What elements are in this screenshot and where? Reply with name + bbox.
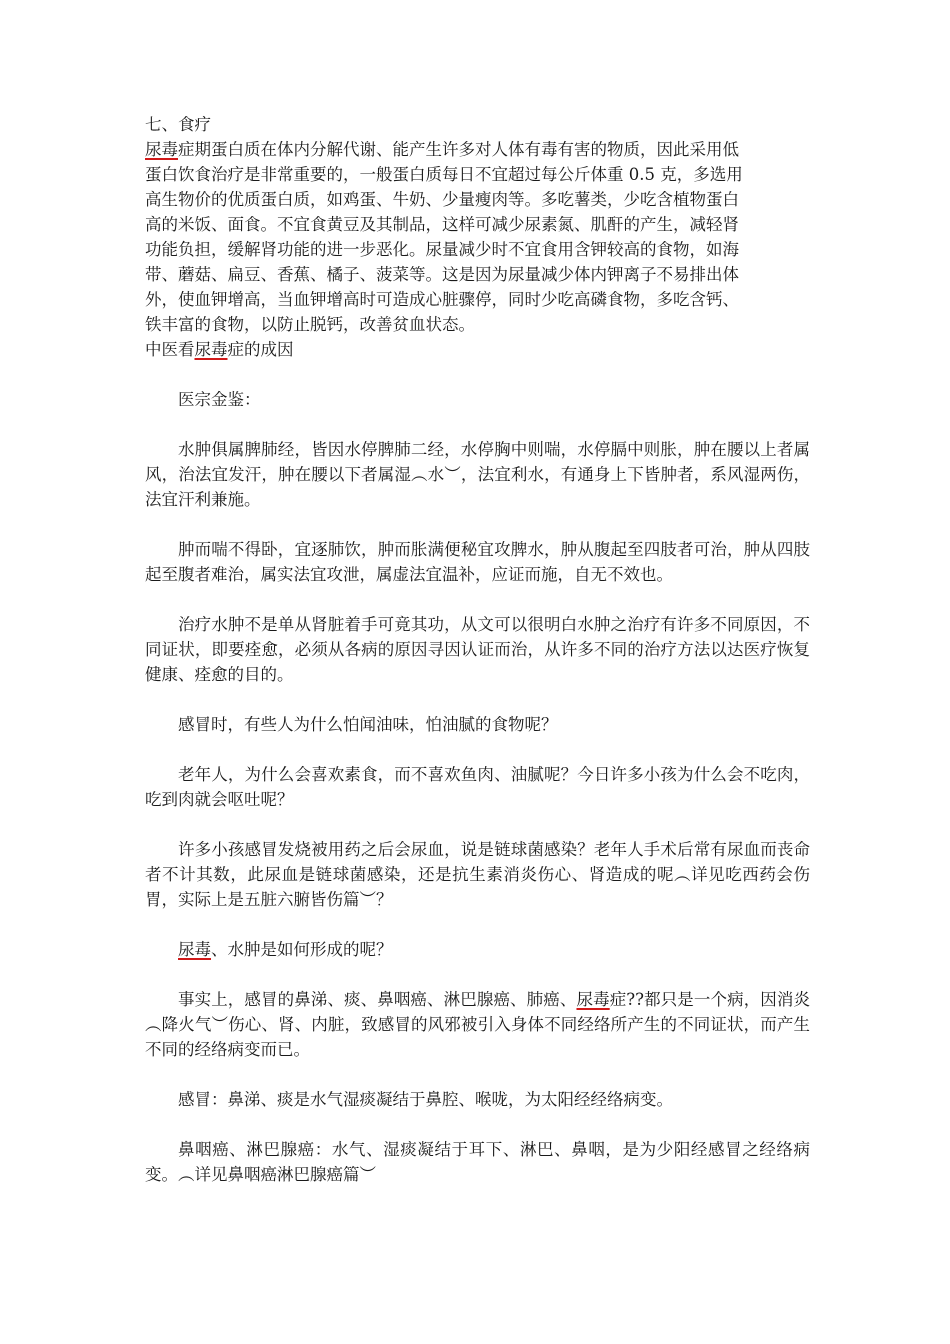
paragraph-8 — [145, 987, 810, 1062]
paragraph-7 — [145, 937, 810, 962]
spellcheck-term[interactable]: 尿毒 — [145, 140, 178, 159]
paragraph-5: 老年人，为什么会喜欢素食，而不喜欢鱼肉、油腻呢？今日许多小孩为什么会不吃肉，吃到肉就会呕吐呢？ — [145, 765, 810, 809]
spacer — [145, 1112, 810, 1137]
spellcheck-term[interactable]: 尿毒 — [576, 990, 610, 1009]
paragraph-3: 治疗水肿不是单从肾脏着手可竟其功，从文可以很明白水肿之治疗有许多不同原因，不同证状，即要痊愈，必须从各病的原因寻因认证而治，从许多不同的治疗方法以达医疗恢复健康、痊愈的目的。 — [145, 615, 810, 684]
diet-line-1 — [145, 137, 810, 162]
spacer — [145, 512, 810, 537]
spacer — [145, 1062, 810, 1087]
tcm-heading — [145, 337, 810, 362]
spacer — [145, 687, 810, 712]
paragraph-6: 许多小孩感冒发烧被用药之后会尿血，说是链球菌感染？老年人手术后常有尿血而丧命者不计其数，此尿血是链球菌感染，还是抗生素消炎伤心、肾造成的呢︵详见吃西药会伤胃，实际上是五脏六腑皆伤篇︶？ — [145, 840, 810, 909]
paragraph-7-text: 、水肿是如何形成的呢？ — [211, 940, 393, 959]
paragraph-1: 水肿俱属脾肺经，皆因水停脾肺二经，水停胸中则喘，水停膈中则胀，肿在腰以上者属风，治法宜发汗，肿在腰以下者属湿︵水︶，法宜利水，有通身上下皆肿者，系风湿两伤，法宜汗利兼施。 — [145, 440, 810, 509]
spacer — [145, 587, 810, 612]
diet-line-3: 高生物价的优质蛋白质，如鸡蛋、牛奶、少量瘦肉等。多吃薯类，少吃含植物蛋白 — [145, 190, 739, 209]
paragraph-8-before: 事实上，感冒的鼻涕、痰、鼻咽癌、淋巴腺癌、肺癌、 — [178, 990, 577, 1009]
paragraph-8-after: 症??都只是一个病，因消炎︵降火气︶伤心、肾、内脏，致感冒的风邪被引入身体不同经络所产生的不同证状，而产生不同的经络病变而已。 — [145, 990, 811, 1059]
spacer — [145, 737, 810, 762]
diet-line-5: 功能负担，缓解肾功能的进一步恶化。尿量减少时不宜食用含钾较高的食物，如海 — [145, 240, 739, 259]
source-label: 医宗金鉴： — [178, 390, 261, 409]
diet-line-2: 蛋白饮食治疗是非常重要的，一般蛋白质每日不宜超过每公斤体重 0.5 克，多选用 — [145, 165, 743, 184]
diet-line-4: 高的米饭、面食。不宜食黄豆及其制品，这样可减少尿素氮、肌酐的产生，减轻肾 — [145, 215, 739, 234]
diet-paragraph — [145, 137, 810, 337]
diet-line-6: 带、蘑菇、扁豆、香蕉、橘子、菠菜等。这是因为尿量减少体内钾离子不易排出体 — [145, 265, 739, 284]
paragraph-2: 肿而喘不得卧，宜逐肺饮，肿而胀满便秘宜攻脾水，肿从腹起至四肢者可治，肿从四肢起至腹者难治，属实法宜攻泄，属虚法宜温补，应证而施，自无不效也。 — [145, 540, 810, 584]
spellcheck-term[interactable]: 尿毒 — [178, 940, 211, 959]
diet-line-7: 外，使血钾增高，当血钾增高时可造成心脏骤停，同时少吃高磷食物，多吃含钙、 — [145, 290, 739, 309]
section-heading: 七、食疗 — [145, 115, 211, 134]
spacer — [145, 412, 810, 437]
tcm-heading-before: 中医看 — [145, 340, 195, 359]
document-page — [145, 112, 810, 1187]
paragraph-10: 鼻咽癌、淋巴腺癌：水气、湿痰凝结于耳下、淋巴、鼻咽，是为少阳经感冒之经络病变。︵详见鼻咽癌淋巴腺癌篇︶ — [145, 1140, 810, 1184]
spacer — [145, 362, 810, 387]
spellcheck-term[interactable]: 尿毒 — [194, 340, 228, 359]
diet-line-1-text: 症期蛋白质在体内分解代谢、能产生许多对人体有毒有害的物质，因此采用低 — [178, 140, 739, 159]
tcm-heading-after: 症的成因 — [227, 340, 294, 359]
spacer — [145, 912, 810, 937]
spacer — [145, 812, 810, 837]
paragraph-9: 感冒：鼻涕、痰是水气湿痰凝结于鼻腔、喉咙，为太阳经经络病变。 — [178, 1090, 673, 1109]
paragraph-4: 感冒时，有些人为什么怕闻油味，怕油腻的食物呢？ — [178, 715, 558, 734]
spacer — [145, 962, 810, 987]
diet-line-8: 铁丰富的食物，以防止脱钙，改善贫血状态。 — [145, 315, 475, 334]
